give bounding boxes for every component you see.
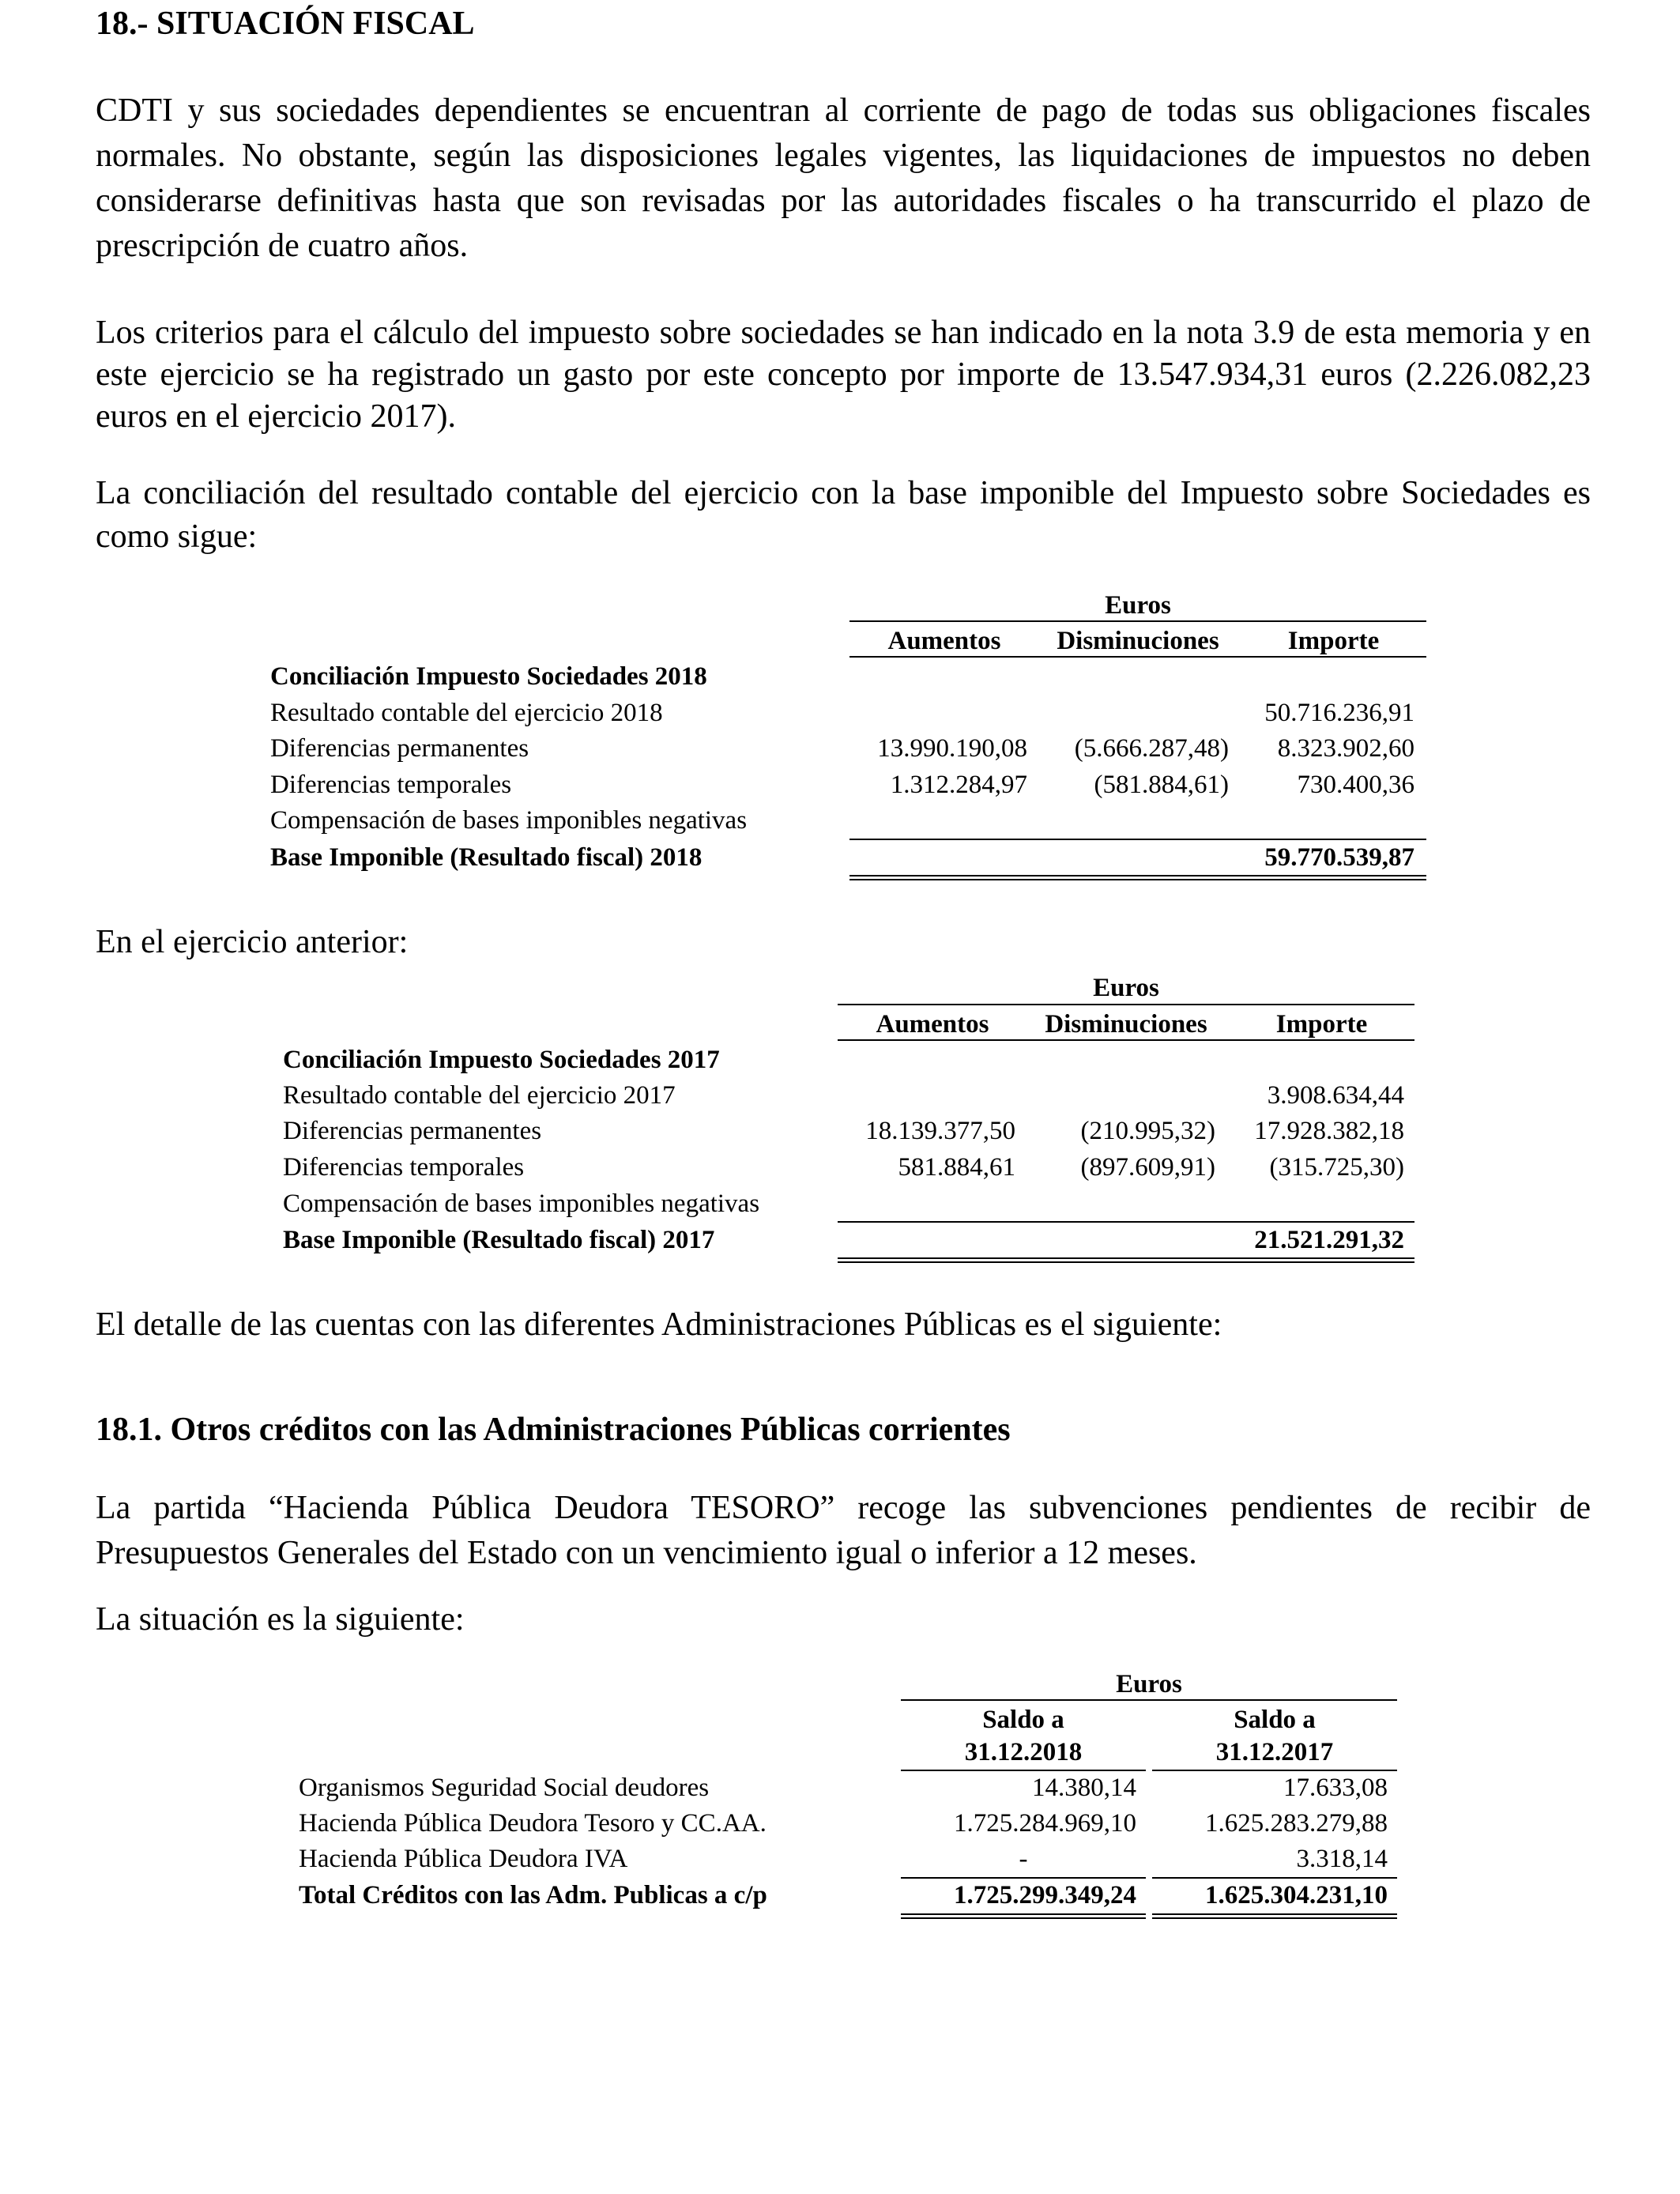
table-creditos-total-2017: 1.625.304.231,10 xyxy=(1205,1881,1388,1909)
paragraph-ejercicio-anterior: En el ejercicio anterior: xyxy=(96,924,409,960)
table-creditos-col-2017-rule xyxy=(1152,1770,1397,1771)
table-row-aumentos: 1.312.284,97 xyxy=(890,771,1027,799)
table-row-2018: 1.725.284.969,10 xyxy=(954,1809,1136,1838)
table-2017-total-value: 21.521.291,32 xyxy=(1254,1226,1404,1254)
paragraph-situacion: La situación es la siguiente: xyxy=(96,1601,465,1638)
table-row-importe: 8.323.902,60 xyxy=(1277,734,1414,763)
table-row-importe: 50.716.236,91 xyxy=(1264,699,1414,727)
table-row-importe: 17.928.382,18 xyxy=(1254,1117,1404,1145)
table-row-label: Compensación de bases imponibles negativas xyxy=(270,806,748,835)
table-2018-total-value: 59.770.539,87 xyxy=(1264,843,1414,872)
table-2018-col-aumentos: Aumentos xyxy=(887,627,1001,655)
table-creditos-total-2018: 1.725.299.349,24 xyxy=(954,1881,1136,1909)
table-row-label: Resultado contable del ejercicio 2018 xyxy=(270,699,663,727)
table-creditos-header-rule xyxy=(901,1699,1397,1701)
table-creditos-col-2017-line2: 31.12.2017 xyxy=(1215,1738,1334,1766)
table-creditos-group-header: Euros xyxy=(1116,1670,1182,1698)
table-row-2018: - xyxy=(1019,1845,1028,1873)
table-2017-header-rule xyxy=(838,1004,1414,1005)
table-2017-column-rule xyxy=(838,1039,1414,1041)
table-row-disminuciones: (897.609,91) xyxy=(1080,1153,1215,1182)
paragraph-detalle-cuentas: El detalle de las cuentas con las diferentes Administraciones Públicas es el siguiente: xyxy=(96,1306,1222,1343)
table-row-aumentos: 13.990.190,08 xyxy=(877,734,1027,763)
subsection-heading: 18.1. Otros créditos con las Administraciones Públicas corrientes xyxy=(96,1412,1011,1448)
table-2017-col-importe: Importe xyxy=(1275,1010,1368,1039)
table-2018-subtotal-rule xyxy=(849,839,1426,840)
table-2018-column-rule xyxy=(849,656,1426,658)
table-2017-subtotal-rule xyxy=(838,1221,1414,1223)
paragraph-obligaciones: CDTI y sus sociedades dependientes se encuentran al corriente de pago de todas sus obligaciones fiscales normales. No obstante, según las disposiciones legales vigentes, las liquidaciones de impuestos no deben considerarse definitivas hasta que son revisadas por las autoridades fiscales o ha transcurrido el plazo de prescripción de cuatro años. xyxy=(96,92,1591,264)
table-2017-col-disminuciones: Disminuciones xyxy=(1045,1010,1207,1039)
table-row-aumentos: 18.139.377,50 xyxy=(865,1117,1015,1145)
table-creditos-subtotal-rule-2017 xyxy=(1152,1877,1397,1879)
table-creditos-col-2018-line1: Saldo a xyxy=(982,1706,1064,1734)
table-creditos-col-2017-line1: Saldo a xyxy=(1234,1706,1316,1734)
table-row-label: Organismos Seguridad Social deudores xyxy=(299,1774,710,1802)
table-2018-group-header: Euros xyxy=(1105,591,1171,620)
paragraph-conciliacion: La conciliación del resultado contable del ejercicio con la base imponible del Impuesto sobre Sociedades es como sigue: xyxy=(96,475,1591,555)
table-row-label: Diferencias permanentes xyxy=(283,1117,542,1145)
table-row-disminuciones: (210.995,32) xyxy=(1080,1117,1215,1145)
table-row-label: Hacienda Pública Deudora Tesoro y CC.AA. xyxy=(299,1809,767,1838)
table-row-importe: (315.725,30) xyxy=(1269,1153,1404,1182)
paragraph-criterios: Los criterios para el cálculo del impuesto sobre sociedades se han indicado en la nota 3.9 de esta memoria y en este ejercicio se ha registrado un gasto por este concepto por importe de 13.547.934,31 euros (2.226.082,23 euros en el ejercicio 2017). xyxy=(96,315,1591,435)
table-row-label: Resultado contable del ejercicio 2017 xyxy=(283,1081,676,1110)
paragraph-partida-hacienda: La partida “Hacienda Pública Deudora TESORO” recoge las subvenciones pendientes de recibir de Presupuestos Generales del Estado con un vencimiento igual o inferior a 12 meses. xyxy=(96,1490,1591,1571)
table-creditos-total-label: Total Créditos con las Adm. Publicas a c/p xyxy=(299,1881,767,1909)
table-row-2017: 1.625.283.279,88 xyxy=(1205,1809,1388,1838)
table-row-label: Compensación de bases imponibles negativas xyxy=(283,1189,760,1218)
section-heading: 18.- SITUACIÓN FISCAL xyxy=(96,6,475,42)
table-row-disminuciones: (581.884,61) xyxy=(1094,771,1229,799)
table-2017-total-double-rule xyxy=(838,1257,1414,1263)
table-row-aumentos: 581.884,61 xyxy=(898,1153,1015,1182)
table-row-2018: 14.380,14 xyxy=(1032,1774,1136,1802)
table-2017-title: Conciliación Impuesto Sociedades 2017 xyxy=(283,1046,720,1074)
table-2017-col-aumentos: Aumentos xyxy=(876,1010,989,1039)
table-creditos-total-double-rule-2017 xyxy=(1152,1913,1397,1919)
table-2017-group-header: Euros xyxy=(1093,974,1159,1002)
table-row-importe: 730.400,36 xyxy=(1297,771,1414,799)
table-creditos-subtotal-rule-2018 xyxy=(901,1877,1146,1879)
table-2018-header-rule xyxy=(849,620,1426,622)
table-creditos-col-2018-rule xyxy=(901,1770,1146,1771)
table-2018-title: Conciliación Impuesto Sociedades 2018 xyxy=(270,662,707,691)
table-row-2017: 17.633,08 xyxy=(1283,1774,1388,1802)
table-2017-total-label: Base Imponible (Resultado fiscal) 2017 xyxy=(283,1226,715,1254)
table-row-label: Diferencias permanentes xyxy=(270,734,529,763)
table-creditos-total-double-rule-2018 xyxy=(901,1913,1146,1919)
table-row-label: Diferencias temporales xyxy=(283,1153,525,1182)
table-row-label: Hacienda Pública Deudora IVA xyxy=(299,1845,628,1873)
table-2018-total-double-rule xyxy=(849,875,1426,880)
table-row-label: Diferencias temporales xyxy=(270,771,512,799)
table-row-2017: 3.318,14 xyxy=(1296,1845,1388,1873)
table-row-disminuciones: (5.666.287,48) xyxy=(1074,734,1229,763)
table-creditos-col-2018-line2: 31.12.2018 xyxy=(964,1738,1083,1766)
table-2018-total-label: Base Imponible (Resultado fiscal) 2018 xyxy=(270,843,703,872)
table-row-importe: 3.908.634,44 xyxy=(1267,1081,1404,1110)
table-2018-col-importe: Importe xyxy=(1287,627,1380,655)
table-2018-col-disminuciones: Disminuciones xyxy=(1057,627,1219,655)
